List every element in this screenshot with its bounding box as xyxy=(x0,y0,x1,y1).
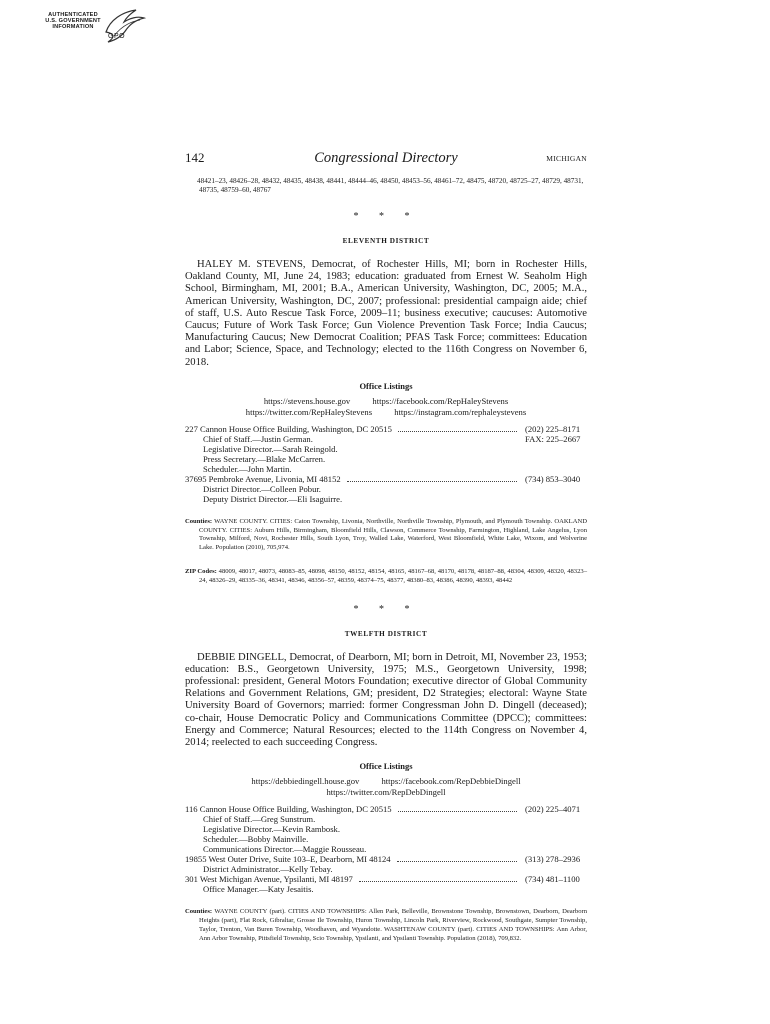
counties-text: WAYNE COUNTY. CITIES: Caton Township, Livonia, Northville, Northville Township, Plymouth, and Plymouth Township. OAKLAND COUNTY. CITIES: Auburn Hills, Birmingham, Bloomfield Hills, Clawson, Commerce Township, Farmington, Highland, Lake Angelus, Lyon Township, Milford, Novi, Rochester Hills, South Lyon, Troy, Walled Lake, Waterford, West Bloomfield, White Lake, Wixom, and Wolverine Lake. Population (2010), 705,974. xyxy=(199,517,587,552)
member-links xyxy=(185,776,587,798)
seal-line-1: AUTHENTICATED xyxy=(48,12,98,18)
facebook-link[interactable]: https://facebook.com/RepHaleyStevens xyxy=(372,395,509,406)
office-fax: FAX: 225–2667 xyxy=(525,433,581,444)
staff-entry: Scheduler.—John Martin. xyxy=(203,463,292,474)
district-heading-twelfth: TWELFTH DISTRICT xyxy=(344,629,428,638)
page-title: Congressional Directory xyxy=(314,150,458,166)
office-phone: (202) 225–8171 xyxy=(525,423,581,434)
office-phone: (734) 853–3040 xyxy=(525,473,581,484)
office-entry xyxy=(185,474,587,484)
twitter-link[interactable]: https://twitter.com/RepDebDingell xyxy=(326,787,446,798)
zip-codes-list xyxy=(185,568,587,586)
office-listings-heading: Office Listings xyxy=(359,761,413,772)
facebook-link[interactable]: https://facebook.com/RepDebbieDingell xyxy=(381,776,521,787)
office-phone: (313) 278–2936 xyxy=(525,854,581,865)
office-entry xyxy=(185,424,587,434)
office-address: 227 Cannon House Office Building, Washington, DC 20515 xyxy=(185,423,392,434)
eagle-icon xyxy=(100,6,148,50)
gpo-label: GPO xyxy=(108,33,126,40)
previous-district-zip-codes: 48421–23, 48426–28, 48432, 48435, 48438, 48441, 48444–46, 48450, 48453–56, 48461–72, 48475, 48720, 48725–27, 48729, 48731, 48735, 48759–60, 48767 xyxy=(197,177,584,194)
website-link[interactable]: https://debbiedingell.house.gov xyxy=(251,776,360,787)
office-address: 37695 Pembroke Avenue, Livonia, MI 48152 xyxy=(185,473,341,484)
staff-entry: Scheduler.—Bobby Mainville. xyxy=(203,834,309,845)
district-heading-eleventh: ELEVENTH DISTRICT xyxy=(342,237,430,245)
office-list xyxy=(185,804,587,894)
instagram-link[interactable]: https://instagram.com/rephaleystevens xyxy=(394,406,527,417)
staff-entry: Chief of Staff.—Justin German. xyxy=(203,433,313,444)
counties-label: Counties: xyxy=(185,908,213,916)
dot-leader xyxy=(359,880,517,882)
counties-list xyxy=(185,518,587,553)
office-entry xyxy=(185,854,587,864)
member-links xyxy=(185,396,587,418)
member-bio-stevens: HALEY M. STEVENS, Democrat, of Rochester Hills, MI; born in Rochester Hills, Oakland County, MI, June 24, 1983; education: graduated from Ernest W. Seaholm High School, Birmingham, MI, 2001; B.A., American University, Washington, DC, 2005; M.A., American University, Washington, DC, 2007; professional: presidential campaign aide; chief of staff, U.S. Auto Rescue Task Force, 2009–11; business executive; caucuses: Automotive Caucus; Future of Work Task Force; Gun Violence Prevention Task Force; India Caucus; Manufacturing Caucus; New Democrat Coalition; PFAS Task Force; committees: Education and Labor; Science, Space, and Technology; elected to the 116th Congress on November 6, 2018. xyxy=(185,259,587,368)
office-list xyxy=(185,424,587,504)
counties-label: Counties: xyxy=(185,517,213,525)
dot-leader xyxy=(398,810,517,812)
office-address: 19855 West Outer Drive, Suite 103–E, Dearborn, MI 48124 xyxy=(185,854,391,865)
staff-entry: District Administrator.—Kelly Tebay. xyxy=(203,864,333,875)
section-separator: * * * xyxy=(353,211,419,222)
twitter-link[interactable]: https://twitter.com/RepHaleyStevens xyxy=(245,406,373,417)
zip-codes-text: 48009, 48017, 48073, 48083–85, 48098, 48150, 48152, 48154, 48165, 48167–68, 48170, 48178, 48187–88, 48304, 48309, 48320, 48323–24, 48326–29, 48335–36, 48341, 48346, 48356–57, 48359, 48374–75, 48377, 48380–83, 48386, 48390, 48393, 48442 xyxy=(199,568,587,584)
staff-entry: Legislative Director.—Kevin Rambosk. xyxy=(203,824,340,835)
office-phone: (202) 225–4071 xyxy=(525,804,581,815)
page-number: 142 xyxy=(185,150,205,165)
zip-codes-label: ZIP Codes: xyxy=(185,568,217,576)
staff-row xyxy=(185,434,587,444)
section-separator: * * * xyxy=(353,603,419,615)
counties-text: WAYNE COUNTY (part). CITIES AND TOWNSHIPS: Allen Park, Belleville, Brownstone Township, Brownstown, Dearborn, Dearborn Heights (part), Flat Rock, Gibraltar, Grosse Ile Township, Huron Township, Lincoln Park, Riverview, Rockwood, Southgate, Sumpter Township, Taylor, Trenton, Van Buren Township, Woodhaven, and Wyandotte. WASHTENAW COUNTY (part). CITIES AND TOWNSHIPS: Ann Arbor, Ann Arbor Township, Pittsfield Township, Scio Township, Ypsilanti, and Ypsilanti Township. Population (2018), 709,832. xyxy=(199,908,587,942)
staff-entry: District Director.—Colleen Pobur. xyxy=(203,483,321,494)
dot-leader xyxy=(347,480,517,482)
dot-leader xyxy=(397,860,517,862)
seal-line-3: INFORMATION xyxy=(52,24,94,30)
office-listings-heading: Office Listings xyxy=(359,380,413,391)
gpo-authentication-seal xyxy=(38,6,148,50)
staff-entry: Chief of Staff.—Greg Sunstrum. xyxy=(203,814,316,825)
office-address: 116 Cannon House Office Building, Washington, DC 20515 xyxy=(185,804,392,815)
state-label: MICHIGAN xyxy=(546,154,587,163)
office-entry xyxy=(185,874,587,884)
staff-entry: Deputy District Director.—Eli Isaguirre. xyxy=(203,493,343,504)
running-header xyxy=(185,150,587,172)
office-phone: (734) 481–1100 xyxy=(525,874,580,885)
seal-line-2: U.S. GOVERNMENT xyxy=(45,18,101,24)
counties-list xyxy=(185,908,587,943)
staff-entry: Press Secretary.—Blake McCarren. xyxy=(203,453,326,464)
staff-entry: Office Manager.—Katy Jesaitis. xyxy=(203,884,314,895)
office-entry xyxy=(185,804,587,814)
member-bio-dingell: DEBBIE DINGELL, Democrat, of Dearborn, MI; born in Detroit, MI, November 23, 1953; education: B.S., Georgetown University, 1975; M.S., Georgetown University, 1998; professional: president, General Motors Foundation; executive director of Global Community Relations and Government Relations, GM; president, D2 Strategies; electoral: Wayne State University Board of Governors; married: former Congressman John D. Dingell (deceased); co-chair, House Democratic Policy and Communications Committee (DPCC); committees: Energy and Commerce; Natural Resources; elected to the 114th Congress on November 4, 2014; reelected to each succeeding Congress. xyxy=(185,651,587,749)
dot-leader xyxy=(398,430,517,432)
office-address: 301 West Michigan Avenue, Ypsilanti, MI 48197 xyxy=(185,874,353,885)
website-link[interactable]: https://stevens.house.gov xyxy=(263,395,351,406)
staff-entry: Communications Director.—Maggie Rousseau. xyxy=(203,844,367,855)
directory-page xyxy=(185,150,587,943)
staff-entry: Legislative Director.—Sarah Reingold. xyxy=(203,443,338,454)
